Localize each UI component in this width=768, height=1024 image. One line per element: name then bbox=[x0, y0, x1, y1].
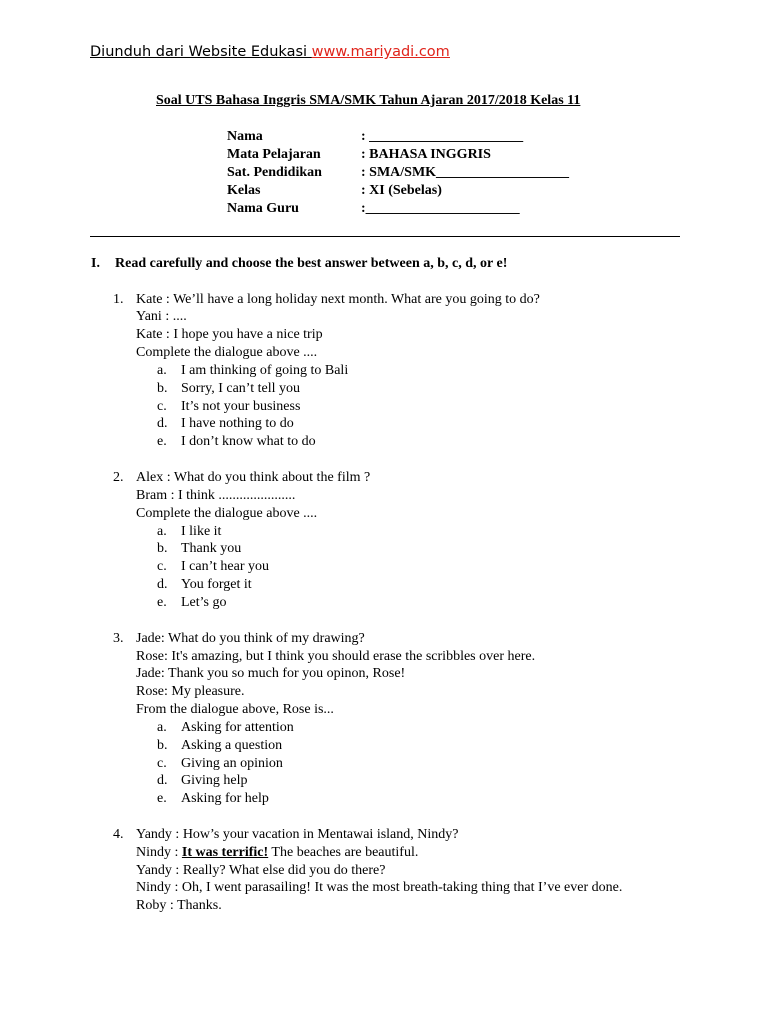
option-text: I like it bbox=[181, 524, 222, 539]
option-letter: d. bbox=[157, 416, 168, 431]
question-line: Jade: What do you think of my drawing? bbox=[136, 631, 365, 646]
identity-label-sat-pendidikan: Sat. Pendidikan bbox=[227, 165, 322, 180]
question-line: Rose: My pleasure. bbox=[136, 684, 245, 699]
option-text: Asking for attention bbox=[181, 720, 294, 735]
option-letter: e. bbox=[157, 595, 167, 610]
option-letter: d. bbox=[157, 773, 168, 788]
identity-label-nama-guru: Nama Guru bbox=[227, 201, 299, 216]
option-text: I have nothing to do bbox=[181, 416, 294, 431]
option-letter: c. bbox=[157, 756, 167, 771]
option-text: Asking a question bbox=[181, 738, 283, 753]
identity-label-mata-pelajaran: Mata Pelajaran bbox=[227, 147, 321, 162]
question-line: Yani : .... bbox=[136, 309, 187, 324]
option-text: Sorry, I can’t tell you bbox=[181, 381, 300, 396]
option-letter: e. bbox=[157, 434, 167, 449]
option-text: Thank you bbox=[181, 541, 242, 556]
option-letter: b. bbox=[157, 541, 168, 556]
option-letter: c. bbox=[157, 559, 167, 574]
option-text: Giving an opinion bbox=[181, 756, 283, 771]
section-instruction: Read carefully and choose the best answer between a, b, c, d, or e! bbox=[115, 256, 508, 271]
question-line: Yandy : Really? What else did you do there? bbox=[136, 863, 386, 878]
option-letter: b. bbox=[157, 381, 168, 396]
question-line: Kate : We’ll have a long holiday next month. What are you going to do? bbox=[136, 292, 540, 307]
question-number: 2. bbox=[113, 470, 124, 485]
question-number: 3. bbox=[113, 631, 124, 646]
option-letter: a. bbox=[157, 363, 167, 378]
identity-value-nama: : ______________________ bbox=[361, 129, 524, 144]
question-line: Bram : I think ...................... bbox=[136, 488, 296, 503]
question-number: 1. bbox=[113, 292, 124, 307]
question-line: Roby : Thanks. bbox=[136, 898, 222, 913]
option-text: You forget it bbox=[181, 577, 252, 592]
option-text: Asking for help bbox=[181, 791, 269, 806]
identity-value-nama-guru: :______________________ bbox=[361, 201, 520, 216]
divider bbox=[90, 236, 680, 237]
website-header bbox=[90, 44, 450, 60]
question-line: Yandy : How’s your vacation in Mentawai island, Nindy? bbox=[136, 827, 459, 842]
question-line: Complete the dialogue above .... bbox=[136, 345, 318, 360]
identity-value-mata-pelajaran: : BAHASA INGGRIS bbox=[361, 147, 491, 162]
question-line: Jade: Thank you so much for you opinon, Rose! bbox=[136, 666, 406, 681]
question-line: Rose: It's amazing, but I think you should erase the scribbles over here. bbox=[136, 649, 536, 664]
speaker-prefix: Nindy : bbox=[136, 845, 182, 860]
emphasized-phrase: It was terrific! bbox=[181, 845, 269, 860]
option-text: Giving help bbox=[181, 773, 248, 788]
option-letter: b. bbox=[157, 738, 168, 753]
option-text: It’s not your business bbox=[181, 399, 301, 414]
identity-label-kelas: Kelas bbox=[227, 183, 261, 198]
section-number: I. bbox=[91, 256, 100, 271]
option-letter: d. bbox=[157, 577, 168, 592]
page-title: Soal UTS Bahasa Inggris SMA/SMK Tahun Ajaran 2017/2018 Kelas 11 bbox=[156, 93, 581, 108]
question-line-emphasis bbox=[136, 845, 418, 861]
identity-value-sat-pendidikan: : SMA/SMK___________________ bbox=[361, 165, 570, 180]
option-letter: c. bbox=[157, 399, 167, 414]
line-suffix: The beaches are beautiful. bbox=[268, 845, 419, 860]
identity-value-kelas: : XI (Sebelas) bbox=[361, 183, 442, 198]
identity-label-nama: Nama bbox=[227, 129, 263, 144]
option-text: I can’t hear you bbox=[181, 559, 269, 574]
question-line: Complete the dialogue above .... bbox=[136, 506, 318, 521]
question-line: From the dialogue above, Rose is... bbox=[136, 702, 334, 717]
question-line: Nindy : Oh, I went parasailing! It was the most breath-taking thing that I’ve ever done. bbox=[136, 880, 623, 895]
question-line: Kate : I hope you have a nice trip bbox=[136, 327, 323, 342]
option-text: I am thinking of going to Bali bbox=[181, 363, 349, 378]
section-heading bbox=[91, 256, 507, 272]
option-letter: e. bbox=[157, 791, 167, 806]
option-letter: a. bbox=[157, 720, 167, 735]
website-link[interactable]: www.mariyadi.com bbox=[311, 44, 450, 60]
question-number: 4. bbox=[113, 827, 124, 842]
option-text: I don’t know what to do bbox=[181, 434, 316, 449]
header-prefix: Diunduh dari Website Edukasi bbox=[90, 44, 312, 60]
option-letter: a. bbox=[157, 524, 167, 539]
option-text: Let’s go bbox=[181, 595, 227, 610]
question-line: Alex : What do you think about the film ? bbox=[136, 470, 371, 485]
